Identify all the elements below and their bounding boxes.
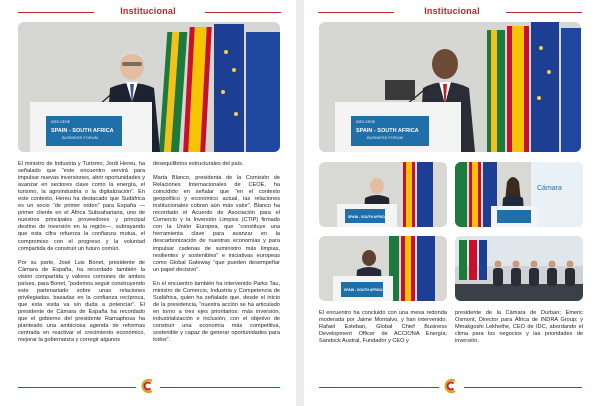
left-page — [0, 0, 296, 406]
banner-camara-text: Cámara — [537, 185, 562, 192]
lectern-title: SPAIN - SOUTH AFRICA — [51, 128, 114, 134]
footer-rule-right-a — [319, 387, 439, 388]
header-rule-right-a — [318, 12, 394, 13]
paragraph: Marta Blanco, presidenta de la Comisión de Relaciones Internacionales de CEOE, ha coincidido en señalar que “en el contexto geopolítico y económico actual, las relaciones institucionales cobran aún más valor”. Blanco ha recordado el Acuerdo de Asociación para el Comercio y la Inversión Limpios (CTIP) firmado con la Unión Europea, que “constituye una herramienta clave para avanzar en la descarbonización de nuestras economías y para impulsar cadenas de suministro más limpias, resilientes y sostenibles” e iniciativas europeas como Global Gateway “que pueden desempeñar un papel decisivo”. — [153, 175, 280, 273]
lectern-title: SPAIN - SOUTH AFRICA — [348, 215, 387, 219]
right-text-column-a: El encuentro ha concluido con una mesa redonda moderada por Jaime Montalvo, y han intervenido, Rafael Esteban, Global Chief Business Development Officer de ACCIONA Energía; Sandock Austral, Fundador y CEO y — [319, 310, 447, 345]
right-page — [304, 0, 600, 406]
section-title-left: Institucional — [120, 6, 176, 16]
lectern-subtitle: BUSINESS FORUM — [367, 135, 404, 140]
footer-rule-left-b — [160, 387, 280, 388]
lectern-title: SPAIN - SOUTH AFRICA — [356, 128, 419, 134]
header-rule-left-b — [205, 12, 281, 13]
footer-rule-left-a — [18, 387, 136, 388]
left-text-column — [18, 161, 145, 351]
camara-logo-icon — [443, 378, 459, 394]
lectern-title: SPAIN - SOUTH AFRICA — [344, 288, 383, 292]
paragraph: Por su parte, José Luis Bonet, presidente de Cámara de España, ha recordado también la visión compartida y valores comunes de ambos países, para Bonet, “podemos seguir construyendo este partenariado sobre unas relaciones privilegiadas, basadas en la confianza recíproca, que esta visita va sin duda a potenciar”. El presidente de Cámara de España ha recordado que el gobierno del presidente Ramaphosa ha planteado una ambiciosa agenda de reformas centrada en reactivar el crecimiento económico, mejorar la gobernanza y corregir algunos — [18, 259, 145, 344]
paragraph: El ministro de Industria y Turismo, Jordi Hereu, ha señalado que “este encuentro servirá para impulsar nuevas inversiones, abrir oportunidades y avanzar en sectores clave como la energía, el turismo, la agroindustria o la digitalización”. En este contexto, Hereu ha destacado que Sudáfrica es un socio “de primer orden” para España —primer cliente en el África Subsahariana, uno de nuestros principales proveedores y principal destino de inversión en la región—, subrayando que esta cifra refuerza la confianza mutua, el compromiso con el progreso y la voluntad compartida de construir un futuro común. — [18, 161, 145, 252]
paragraph: desequilibrios estructurales del país. — [153, 161, 244, 167]
photo-minister-speaking — [18, 22, 280, 152]
photo-speaker-small-3 — [319, 236, 447, 301]
paragraph: En el encuentro también ha intervenido Parks Tau, ministro de Comercio, Industria y Competencia de Sudáfrica, quien ha señalado que, desde el inicio de la presidencia, “nuestra acción se ha articulado en torno a tres ejes prioritarios: más inversión, industrialización e inclusión, con el objetivo de construir una economía más competitiva, sostenible y capaz de generar oportunidades para todos”. — [153, 280, 280, 344]
lectern-subtitle: BUSINESS FORUM — [62, 135, 99, 140]
lectern-logos: ICEX CEOE — [51, 120, 71, 124]
header-rule-right-b — [506, 12, 582, 13]
photo-speaker-small-2 — [455, 162, 583, 227]
lectern-logos: ICEX CEOE — [356, 120, 376, 124]
footer-rule-right-b — [464, 387, 582, 388]
photo-president-speaking — [319, 22, 581, 152]
photo-speaker-small-1 — [319, 162, 447, 227]
right-text-column-b: presidente de la Cámara de Durban; Emeric Osmont, Director para África de INDRA Group; y Mmakgoshi Lekhethe, CEO de IDC, abordando el clima para los negocios y las prioridades de inversión. — [455, 310, 583, 345]
section-title-right: Institucional — [424, 6, 480, 16]
header-rule-left-a — [18, 12, 94, 13]
middle-text-column — [153, 161, 280, 351]
camara-logo-icon — [140, 378, 156, 394]
photo-round-table — [455, 236, 583, 301]
